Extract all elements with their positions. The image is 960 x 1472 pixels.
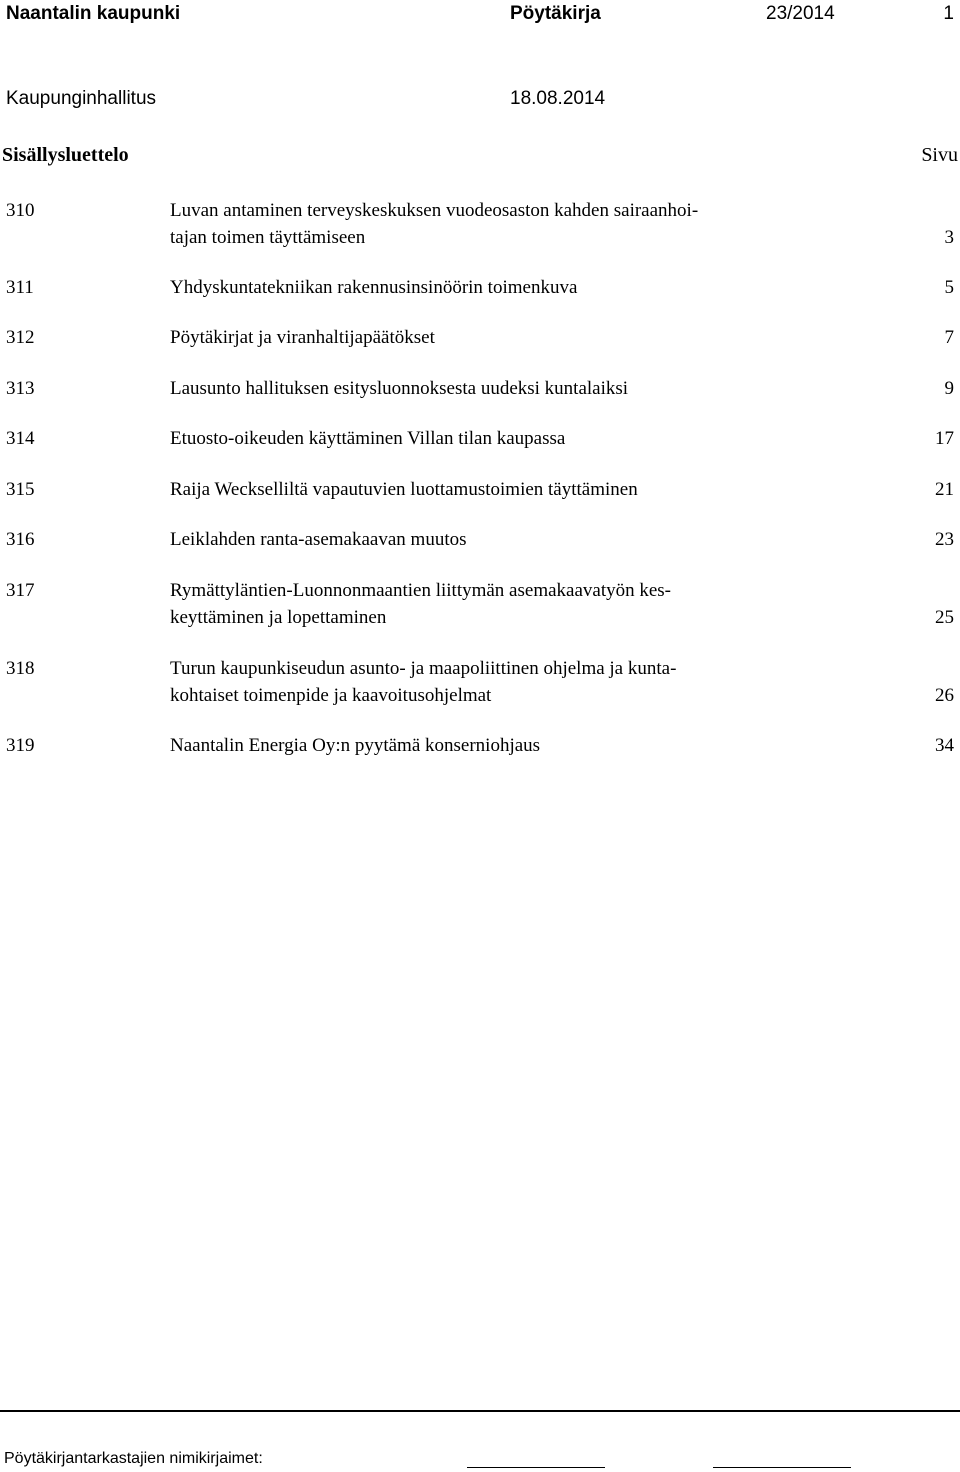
item-number: 311 bbox=[6, 277, 34, 298]
item-page: 26 bbox=[935, 685, 954, 706]
item-page: 17 bbox=[935, 428, 954, 449]
item-number: 316 bbox=[6, 529, 35, 550]
item-title: Yhdyskuntatekniikan rakennusinsinöörin toimenkuva bbox=[170, 277, 578, 298]
item-number: 319 bbox=[6, 735, 35, 756]
organ-name: Kaupunginhallitus bbox=[6, 88, 157, 109]
item-number: 315 bbox=[6, 479, 35, 500]
item-title: Naantalin Energia Oy:n pyytämä konserniohjaus bbox=[170, 735, 541, 756]
item-number: 310 bbox=[6, 200, 35, 221]
item-title: Luvan antaminen terveyskeskuksen vuodeosaston kahden sairaanhoi- bbox=[170, 200, 699, 221]
item-page: 25 bbox=[935, 607, 954, 628]
item-number: 318 bbox=[6, 658, 35, 679]
municipality-name: Naantalin kaupunki bbox=[6, 3, 181, 24]
item-page: 23 bbox=[935, 529, 954, 550]
item-page: 9 bbox=[944, 378, 954, 399]
item-page: 34 bbox=[935, 735, 954, 756]
item-page: 5 bbox=[944, 277, 954, 298]
item-page: 21 bbox=[935, 479, 954, 500]
signature-line-1 bbox=[467, 1467, 605, 1468]
item-title: Lausunto hallituksen esitysluonnoksesta uudeksi kuntalaiksi bbox=[170, 378, 629, 399]
item-title: Leiklahden ranta-asemakaavan muutos bbox=[170, 529, 467, 550]
item-title-cont: kohtaiset toimenpide ja kaavoitusohjelmat bbox=[170, 685, 492, 706]
item-title: Etuosto-oikeuden käyttäminen Villan tilan kaupassa bbox=[170, 428, 566, 449]
document-type: Pöytäkirja bbox=[510, 3, 601, 24]
page-number: 1 bbox=[943, 3, 954, 24]
item-page: 3 bbox=[944, 227, 954, 248]
item-title-cont: keyttäminen ja lopettaminen bbox=[170, 607, 387, 628]
item-title: Raija Weckselliltä vapautuvien luottamustoimien täyttäminen bbox=[170, 479, 638, 500]
item-title: Turun kaupunkiseudun asunto- ja maapoliittinen ohjelma ja kunta- bbox=[170, 658, 677, 679]
item-number: 312 bbox=[6, 327, 35, 348]
footer-divider bbox=[0, 1410, 960, 1412]
item-number: 314 bbox=[6, 428, 35, 449]
item-title: Pöytäkirjat ja viranhaltijapäätökset bbox=[170, 327, 435, 348]
item-page: 7 bbox=[944, 327, 954, 348]
signature-label: Pöytäkirjantarkastajien nimikirjaimet: bbox=[4, 1450, 263, 1467]
item-number: 313 bbox=[6, 378, 35, 399]
document-number: 23/2014 bbox=[766, 3, 835, 24]
page-column-heading: Sivu bbox=[921, 144, 958, 166]
item-title: Rymättyläntien-Luonnonmaantien liittymän asemakaavatyön kes- bbox=[170, 580, 672, 601]
toc-heading: Sisällysluettelo bbox=[2, 144, 129, 166]
item-number: 317 bbox=[6, 580, 35, 601]
signature-line-2 bbox=[713, 1467, 851, 1468]
item-title-cont: tajan toimen täyttämiseen bbox=[170, 227, 366, 248]
meeting-date: 18.08.2014 bbox=[510, 88, 606, 109]
